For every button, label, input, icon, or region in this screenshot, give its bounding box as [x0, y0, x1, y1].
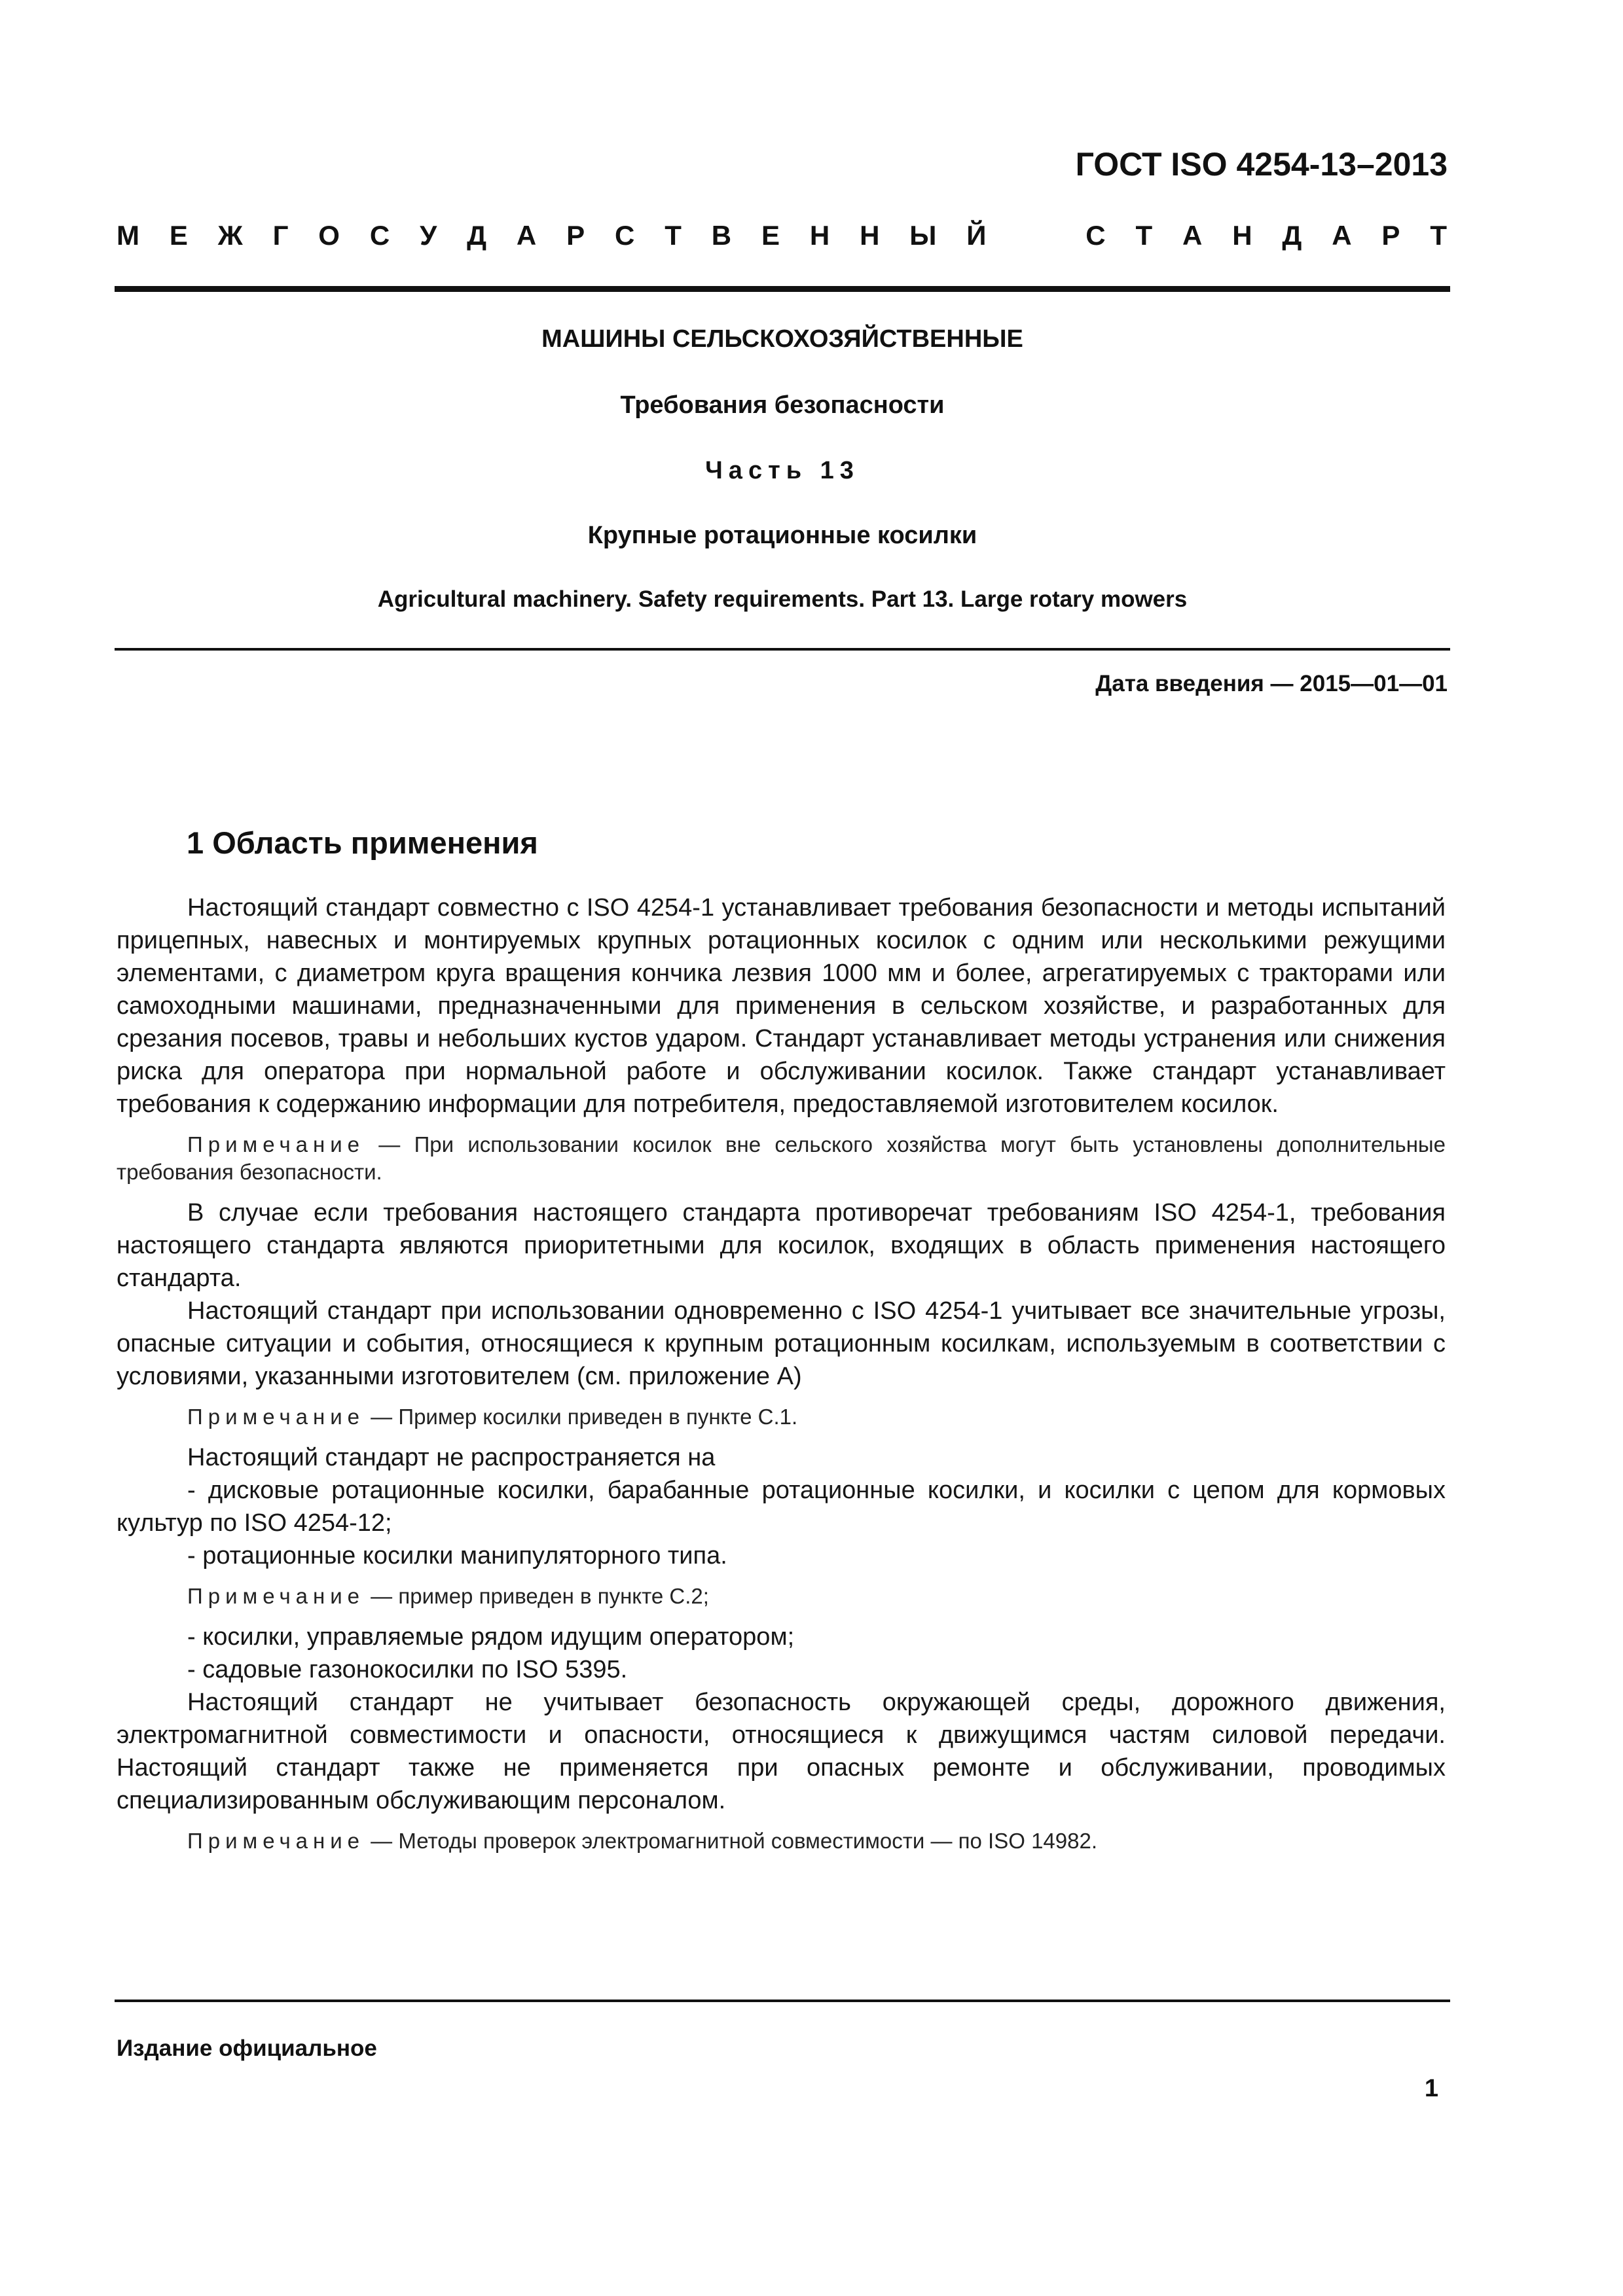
note-text: — При использовании косилок вне сельского хозяйства могут быть установлены дополнительные требования безопасности.: [117, 1132, 1446, 1184]
note-text: — Пример косилки приведен в пункте С.1.: [365, 1405, 798, 1429]
banner-letter: С: [614, 220, 635, 251]
banner-letter: С: [369, 220, 390, 251]
document-subtitle: Крупные ротационные косилки: [587, 522, 977, 549]
list-item: - ротационные косилки манипуляторного типа.: [187, 1542, 727, 1570]
paragraph: Настоящий стандарт при использовании одновременно с ISO 4254-1 учитывает все значительные угрозы, опасные ситуации и события, относящиеся к крупным ротационным косилкам, используемым в соответствии с условиями, указанными изготовителем (см. приложение А): [117, 1297, 1446, 1390]
footer-divider: [115, 2000, 1450, 2002]
banner-letter: Т: [665, 220, 682, 251]
note: [117, 1131, 1446, 1186]
banner-letter: Т: [1135, 220, 1153, 251]
list-item: - косилки, управляемые рядом идущим оператором;: [187, 1623, 795, 1651]
banner-letter: Д: [467, 220, 486, 251]
banner-spacer: [1016, 216, 1055, 255]
edition-label: Издание официальное: [117, 2036, 377, 2061]
banner-letter: Н: [1232, 220, 1252, 251]
banner-letter: О: [318, 220, 340, 251]
document-title: МАШИНЫ СЕЛЬСКОХОЗЯЙСТВЕННЫЕ: [541, 325, 1023, 353]
note-text: — Методы проверок электромагнитной совместимости — по ISO 14982.: [365, 1829, 1098, 1853]
banner-letter: Н: [860, 220, 880, 251]
banner-letter: Ы: [909, 220, 937, 251]
banner-letter: Г: [272, 220, 289, 251]
banner-letter: Е: [169, 220, 188, 251]
note: [117, 1403, 1446, 1431]
note: [117, 1583, 1446, 1610]
banner-letter: Е: [761, 220, 780, 251]
paragraph: Настоящий стандарт не распространяется на: [187, 1444, 716, 1471]
banner-letter: А: [1332, 220, 1352, 251]
banner-letter: С: [1085, 220, 1106, 251]
list-item: - садовые газонокосилки по ISO 5395.: [187, 1656, 628, 1683]
note-label: Примечание: [187, 1584, 365, 1608]
gost-code: ГОСТ ISO 4254-13–2013: [1075, 146, 1448, 183]
note-text: — пример приведен в пункте С.2;: [365, 1584, 709, 1608]
banner-letter: Й: [966, 220, 987, 251]
document-part: Часть 13: [705, 457, 860, 484]
note-label: Примечание: [187, 1829, 365, 1853]
banner-letter: В: [711, 220, 732, 251]
header-divider: [115, 286, 1450, 292]
section-heading: 1 Область применения: [187, 825, 538, 860]
banner-letter: Ж: [217, 220, 243, 251]
page-number: 1: [1424, 2075, 1438, 2102]
introduction-date: Дата введения — 2015—01—01: [1095, 671, 1448, 696]
section-body: [117, 891, 1446, 1865]
banner-letter: У: [420, 220, 437, 251]
interstate-standard-banner: [117, 216, 1447, 255]
note-label: Примечание: [187, 1405, 365, 1429]
paragraph: В случае если требования настоящего стандарта противоречат требованиям ISO 4254-1, требования настоящего стандарта являются приоритетными для косилок, входящих в область применения настоящего стандарта.: [117, 1199, 1446, 1292]
banner-letter: Р: [1381, 220, 1400, 251]
english-title: Agricultural machinery. Safety requirements. Part 13. Large rotary mowers: [377, 586, 1188, 612]
banner-letter: Н: [809, 220, 830, 251]
paragraph: Настоящий стандарт не учитывает безопасность окружающей среды, дорожного движения, электромагнитной совместимости и опасности, относящиеся к движущимся частям силовой передачи. Настоящий стандарт также не применяется при опасных ремонте и обслуживании, проводимых специализированным обслуживающим персоналом.: [117, 1689, 1446, 1814]
document-subtitle-requirements: Требования безопасности: [620, 391, 945, 419]
banner-letter: Т: [1430, 220, 1447, 251]
banner-letter: Р: [566, 220, 585, 251]
banner-letter: Д: [1282, 220, 1302, 251]
banner-letter: А: [1182, 220, 1203, 251]
paragraph: Настоящий стандарт совместно с ISO 4254-1 устанавливает требования безопасности и методы испытаний прицепных, навесных и монтируемых крупных ротационных косилок с одним или несколькими режущими элементами, с диаметром круга вращения кончика лезвия 1000 мм и более, агрегатируемых с тракторами или самоходными машинами, предназначенными для применения в сельском хозяйстве, и разработанных для срезания посевов, травы и небольших кустов ударом. Стандарт устанавливает методы устранения или снижения риска для оператора при нормальной работе и обслуживании косилок. Также стандарт устанавливает требования к содержанию информации для потребителя, предоставляемой изготовителем косилок.: [117, 894, 1446, 1118]
note-label: Примечание: [187, 1132, 365, 1157]
list-item: - дисковые ротационные косилки, барабанные ротационные косилки, и косилки с цепом для кормовых культур по ISO 4254-12;: [117, 1477, 1446, 1537]
banner-letter: М: [117, 220, 139, 251]
title-divider: [115, 648, 1450, 651]
note: [117, 1827, 1446, 1855]
banner-letter: А: [516, 220, 537, 251]
